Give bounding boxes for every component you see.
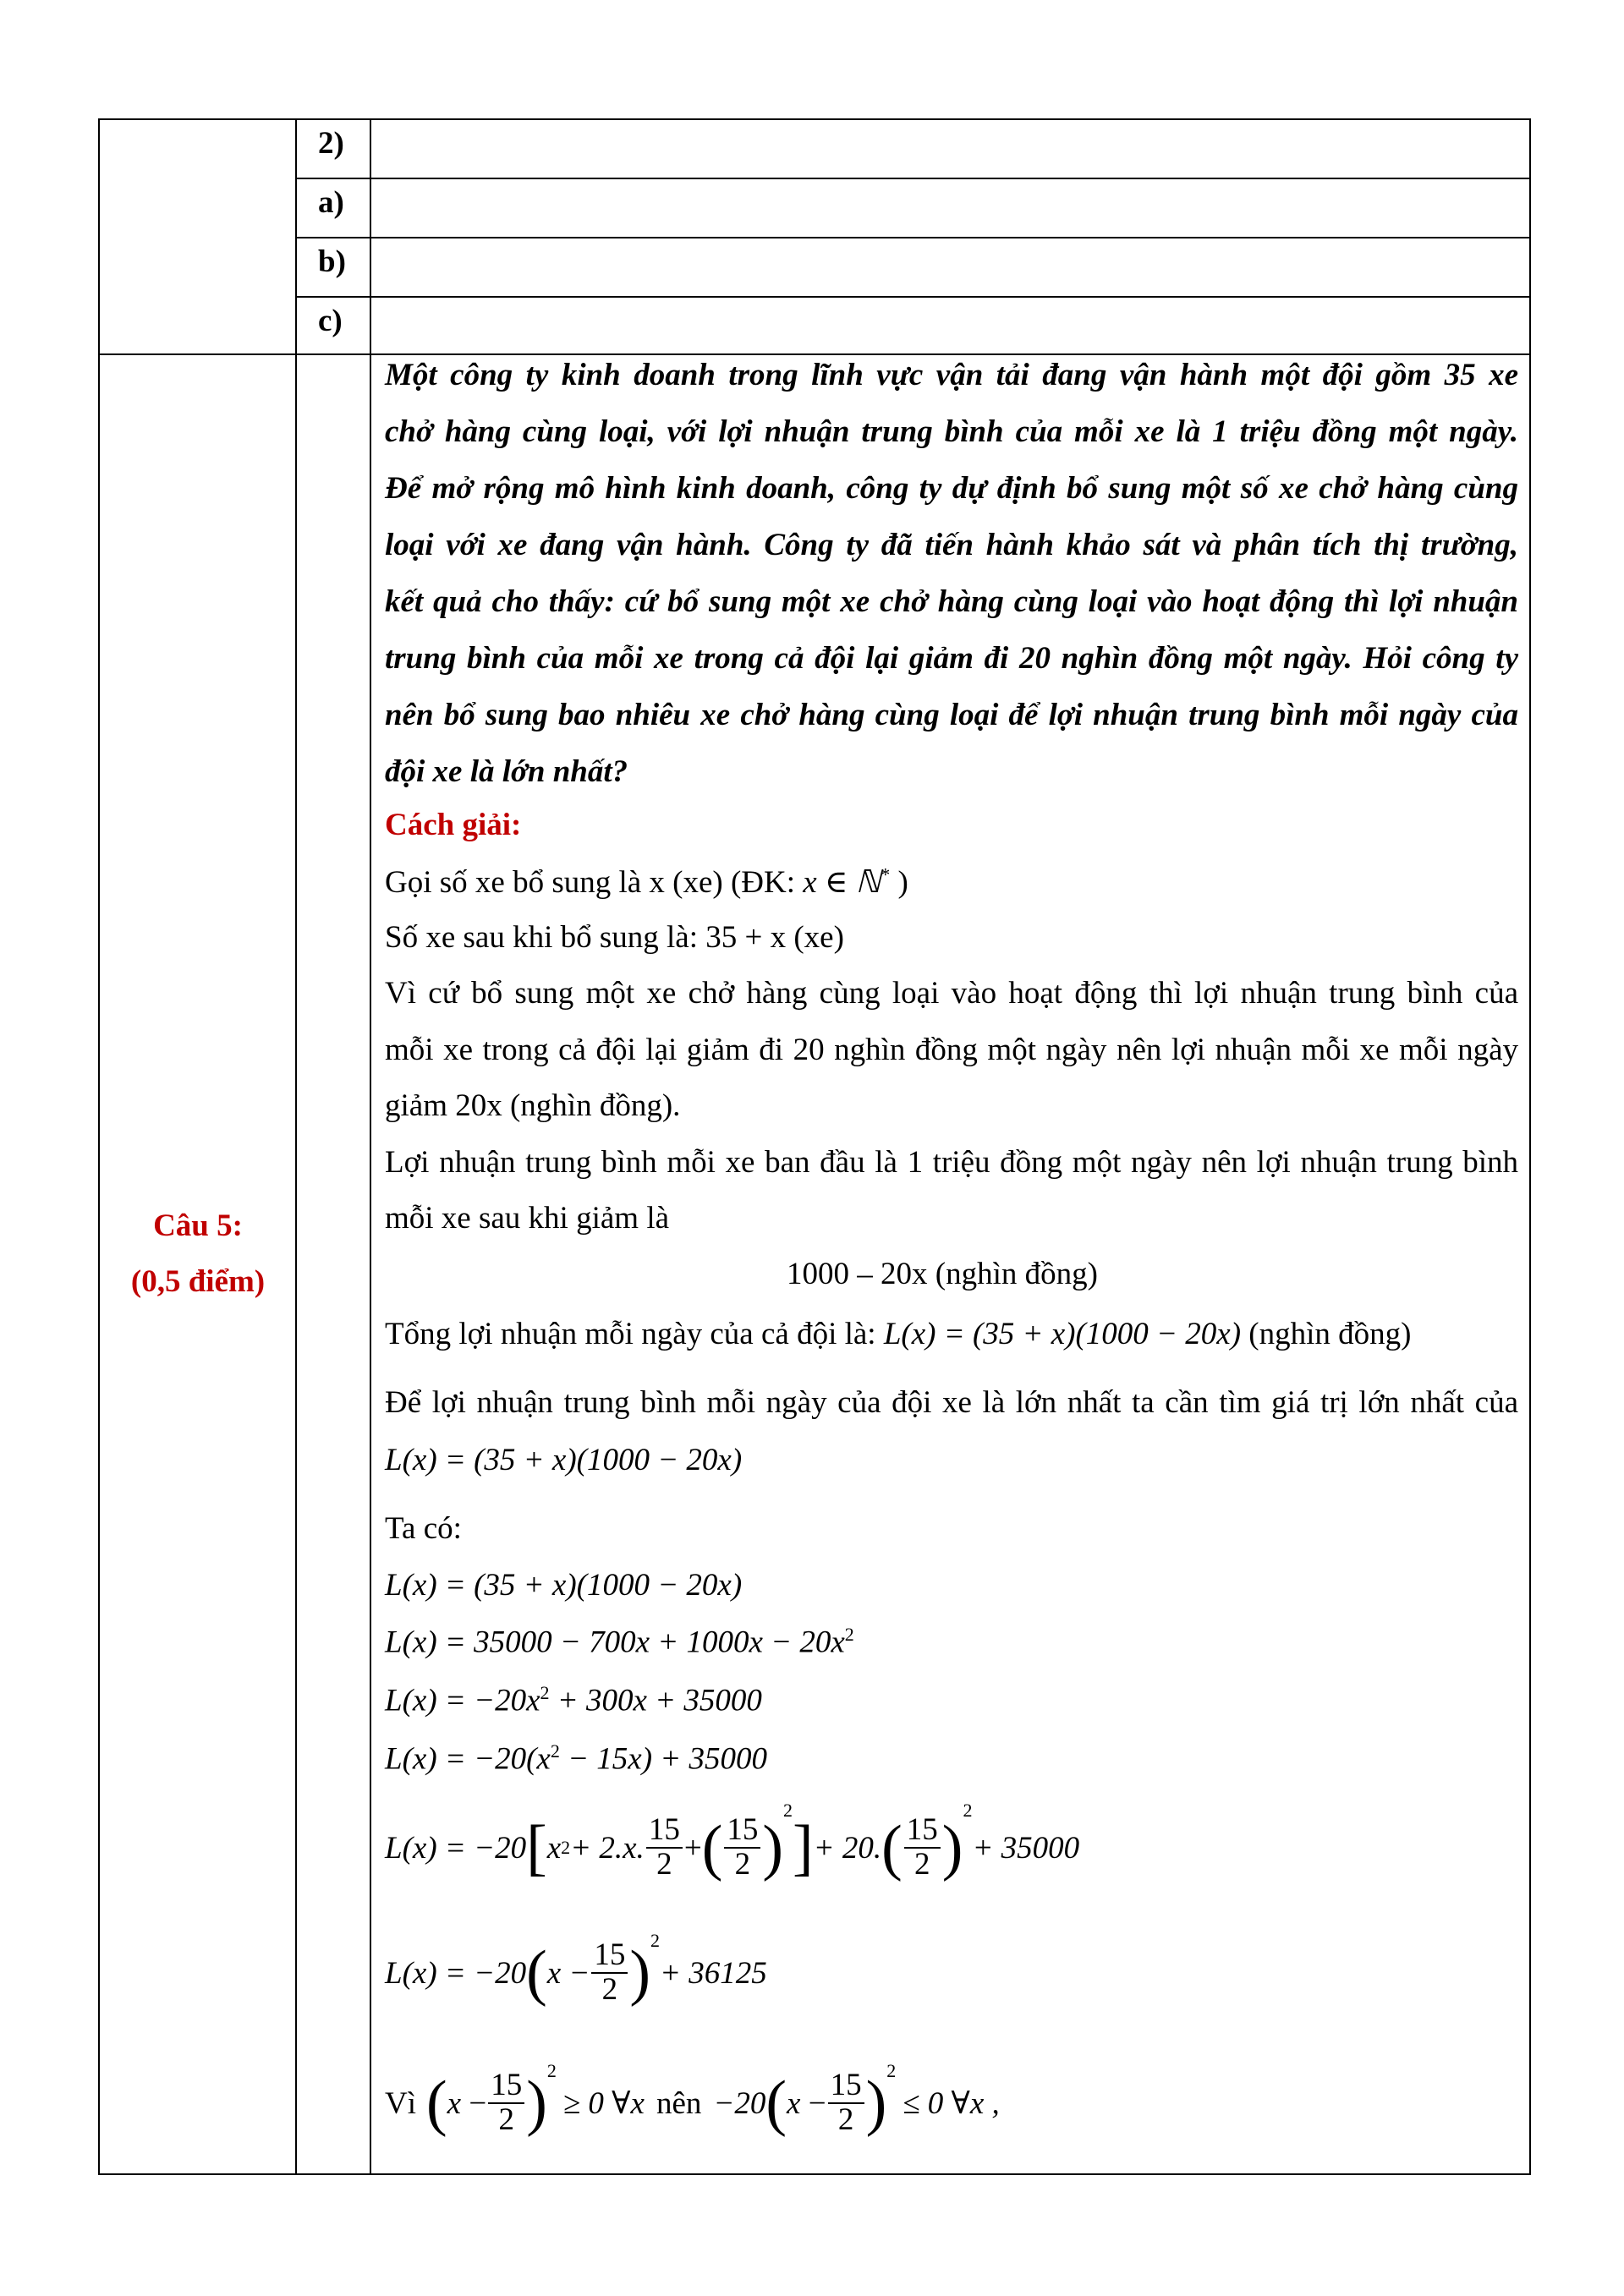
denominator: 2	[914, 1847, 930, 1882]
equation: L(x) = (35 + x)(1000 − 20x)	[883, 1317, 1242, 1351]
equation: −20	[713, 2085, 766, 2121]
superscript: *	[881, 863, 891, 885]
denominator: 2	[498, 2102, 514, 2137]
denominator: 2	[734, 1847, 751, 1882]
solution-line-4: mỗi xe trong cả đội lại giảm đi 20 nghìn đồng một ngày nên lợi nhuận mỗi xe mỗi ngày	[385, 1033, 1518, 1067]
equation: L(x) = (35 + x)(1000 − 20x)	[385, 1443, 743, 1477]
question-label: Câu 5:	[153, 1208, 243, 1243]
equation: x	[546, 1830, 562, 1866]
equation: ≤ 0 ∀x ,	[903, 2086, 1000, 2121]
equation-6	[385, 1918, 767, 2028]
paren-open: (	[526, 1938, 547, 2008]
fraction	[904, 1814, 941, 1882]
equation: x	[447, 2085, 462, 2121]
denominator: 2	[656, 1847, 672, 1882]
superscript: 2	[844, 1624, 854, 1645]
text: nên	[656, 2085, 702, 2121]
solution-line-1	[385, 863, 908, 901]
equation-2	[385, 1624, 854, 1660]
equation-3	[385, 1682, 762, 1718]
equation: L(x) = −20	[385, 1955, 527, 1991]
solution-line-3: Vì cứ bổ sung một xe chở hàng cùng loại vào hoạt động thì lợi nhuận trung bình của	[385, 976, 1518, 1011]
equation: − 15x) + 35000	[559, 1741, 768, 1777]
solution-line-2: Số xe sau khi bổ sung là: 35 + x (xe)	[385, 920, 844, 955]
text: (nghìn đồng)	[1241, 1317, 1412, 1351]
paren-close: )	[865, 2069, 887, 2138]
solution-heading: Cách giải:	[385, 808, 522, 842]
paren-open: (	[426, 2069, 447, 2138]
equation-7	[385, 2048, 1000, 2158]
row-divider	[295, 237, 1531, 238]
problem-line: chở hàng cùng loại, với lợi nhuận trung bình của mỗi xe là 1 triệu đồng một ngày.	[385, 414, 1518, 449]
equation: L(x) = −20(x	[385, 1741, 551, 1777]
bracket-close: ]	[793, 1813, 814, 1882]
superscript: 2	[963, 1800, 973, 1821]
solution-line-5: giảm 20x (nghìn đồng).	[385, 1088, 681, 1123]
question-points: (0,5 điểm)	[130, 1264, 266, 1299]
equation: L(x) = 35000 − 700x + 1000x − 20x	[385, 1625, 845, 1660]
equation: x −	[546, 1955, 590, 1991]
paren-close: )	[526, 2069, 547, 2138]
equation: + 35000	[972, 1830, 1080, 1866]
problem-statement	[385, 347, 1518, 800]
numerator: 15	[591, 1939, 628, 1974]
text: Tổng lợi nhuận mỗi ngày của cả đội là:	[385, 1317, 884, 1351]
denominator: 2	[601, 1972, 618, 2007]
superscript: 2	[561, 1837, 571, 1858]
solution-line-8: 1000 – 20x (nghìn đồng)	[787, 1257, 1098, 1291]
problem-line: Để mở rộng mô hình kinh doanh, công ty dự định bổ sung một số xe chở hàng cùng	[385, 471, 1518, 506]
solution-line-10: Để lợi nhuận trung bình mỗi ngày của đội xe là lớn nhất ta cần tìm giá trị lớn nhất của	[385, 1385, 1518, 1420]
row-divider	[295, 296, 1531, 298]
problem-line: loại với xe đang vận hành. Công ty đã tiến hành khảo sát và phân tích thị trường,	[385, 528, 1518, 562]
superscript: 2	[886, 2060, 897, 2081]
equation: + 36125	[660, 1955, 767, 1991]
equation: L(x) = −20x	[385, 1683, 540, 1718]
fraction	[591, 1939, 628, 2007]
equation: + 2.x.	[570, 1830, 645, 1866]
plus: +	[683, 1830, 702, 1866]
superscript: 2	[550, 1740, 560, 1762]
equation: L(x) = −20	[385, 1830, 527, 1866]
paren-close: )	[762, 1813, 783, 1882]
equation-1	[385, 1567, 742, 1603]
solution-line-9	[385, 1316, 1411, 1352]
minus: −	[800, 2085, 826, 2121]
col-divider-2	[370, 118, 371, 2175]
problem-line: Một công ty kinh doanh trong lĩnh vực vận tải đang vận hành một đội gồm 35 xe	[385, 358, 1518, 392]
equation: x	[787, 2085, 801, 2121]
numerator: 15	[488, 2069, 524, 2104]
math-var: x ∈ ℕ	[803, 865, 881, 900]
row-label-2: 2)	[318, 126, 344, 161]
problem-line: đội xe là lớn nhất?	[385, 754, 628, 789]
equation: + 300x + 35000	[549, 1683, 762, 1718]
row-label-a: a)	[318, 185, 344, 220]
paren-open: (	[701, 1813, 723, 1882]
equation-lx	[385, 1442, 742, 1478]
col-divider-1	[295, 118, 297, 2175]
problem-line: kết quả cho thấy: cứ bổ sung một xe chở hàng cùng loại vào hoạt động thì lợi nhuận	[385, 584, 1518, 619]
text: )	[890, 865, 908, 900]
numerator: 15	[828, 2069, 864, 2104]
fraction	[828, 2069, 864, 2137]
solution-line-6: Lợi nhuận trung bình mỗi xe ban đầu là 1 triệu đồng một ngày nên lợi nhuận trung bình	[385, 1145, 1518, 1180]
solution-line-7: mỗi xe sau khi giảm là	[385, 1201, 670, 1236]
paren-close: )	[629, 1938, 651, 2008]
bracket-open: [	[526, 1813, 547, 1882]
equation-4	[385, 1740, 767, 1777]
row-label-c: c)	[318, 304, 343, 338]
superscript: 2	[546, 2060, 557, 2081]
row-label-b: b)	[318, 244, 346, 279]
superscript: 2	[783, 1800, 793, 1821]
paren-close: )	[941, 1813, 963, 1882]
fraction	[724, 1814, 760, 1882]
superscript: 2	[650, 1930, 661, 1951]
equation-5	[385, 1784, 1079, 1911]
text: Vì	[385, 2085, 416, 2121]
problem-line: nên bổ sung bao nhiêu xe chở hàng cùng loại để lợi nhuận trung bình mỗi ngày của	[385, 698, 1518, 732]
numerator: 15	[904, 1814, 941, 1849]
row-divider	[295, 178, 1531, 179]
denominator: 2	[837, 2102, 854, 2137]
fraction	[646, 1814, 683, 1882]
problem-line: trung bình của mỗi xe trong cả đội lại giảm đi 20 nghìn đồng một ngày. Hỏi công ty	[385, 641, 1518, 676]
fraction	[488, 2069, 524, 2137]
minus: −	[461, 2085, 487, 2121]
numerator: 15	[724, 1814, 760, 1849]
paren-open: (	[881, 1813, 903, 1882]
paren-open: (	[765, 2069, 787, 2138]
equation: + 20.	[813, 1830, 882, 1866]
numerator: 15	[646, 1814, 683, 1849]
superscript: 2	[540, 1682, 550, 1703]
equation: ≥ 0 ∀x	[562, 2086, 645, 2121]
equation: L(x) = (35 + x)(1000 − 20x)	[385, 1568, 743, 1603]
text: Gọi số xe bổ sung là x (xe) (ĐK:	[385, 865, 804, 900]
solution-line-12: Ta có:	[385, 1511, 462, 1546]
